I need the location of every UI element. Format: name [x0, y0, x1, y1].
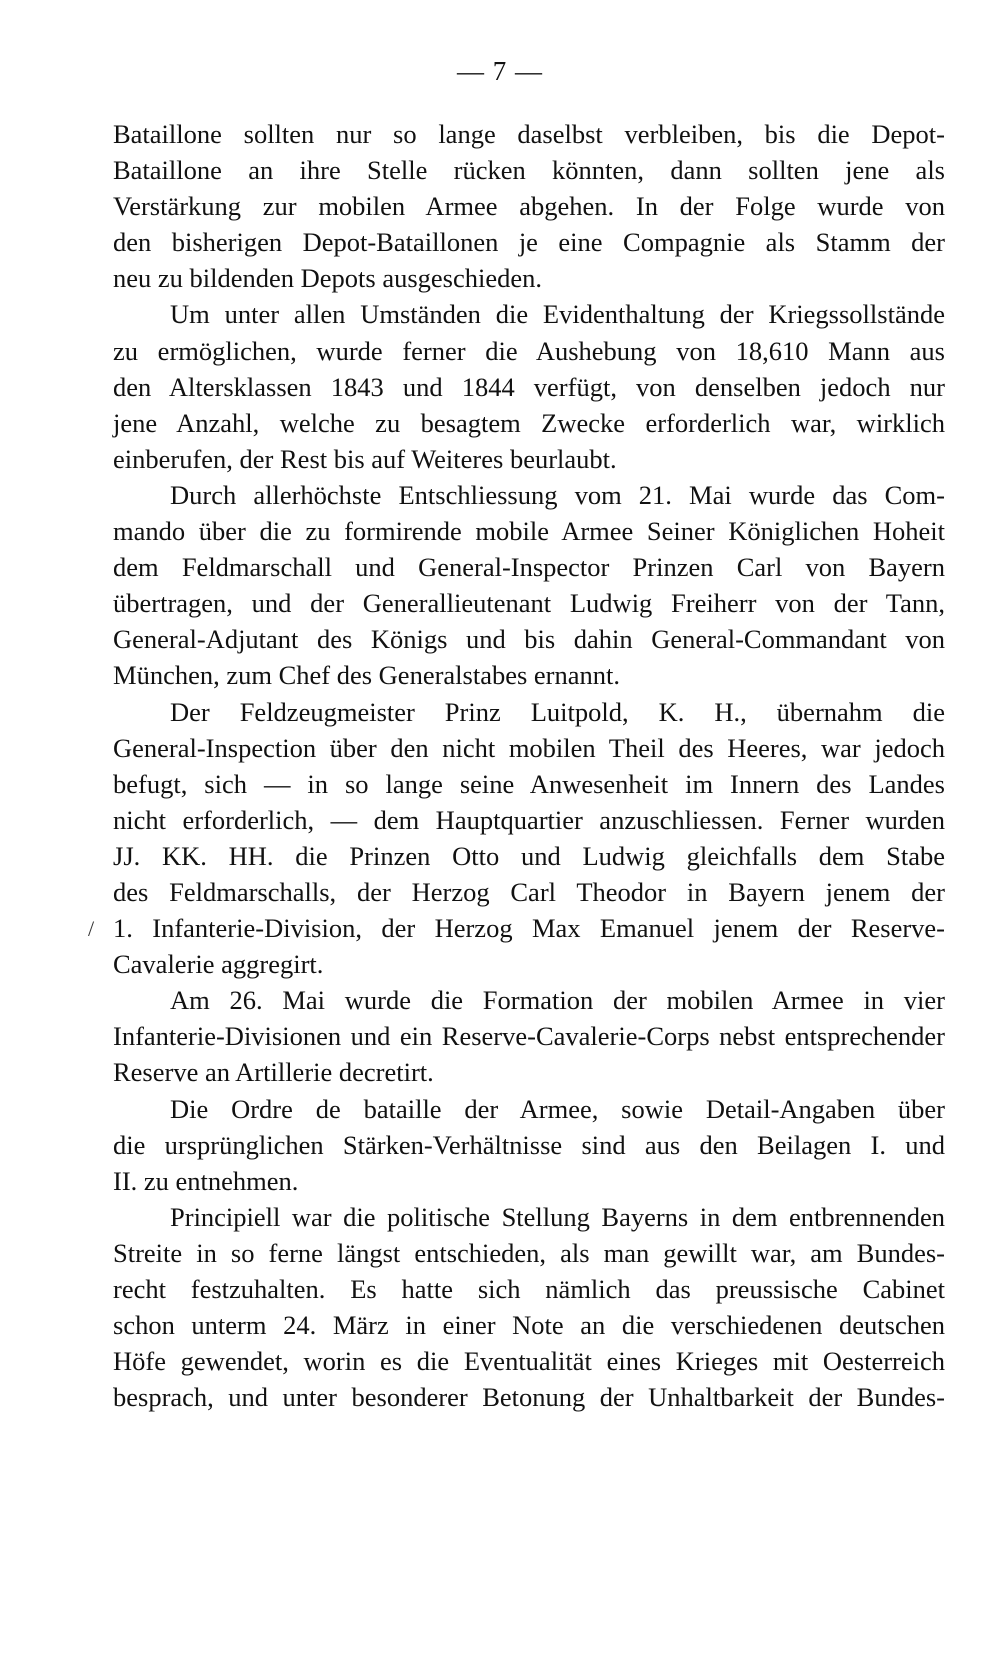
page-number: — 7 — [457, 56, 543, 86]
text-line: II. zu entnehmen. [113, 1165, 299, 1196]
text-line: des Feldmarschalls, der Herzog Carl Theodor in Bayern jenem der [113, 876, 945, 907]
text-line: übertragen, und der Generallieutenant Ludwig Freiherr von der Tann, [113, 588, 945, 619]
text-line: General-Inspection über den nicht mobilen Theil des Heeres, war jedoch [113, 732, 945, 763]
text-line: Am 26. Mai wurde die Formation der mobilen Armee in vier [170, 985, 945, 1016]
text-line: Bataillone sollten nur so lange daselbst verbleiben, bis die Depot- [113, 119, 945, 149]
text-line: Streite in so ferne längst entschieden, als man gewillt war, am Bundes- [113, 1237, 945, 1268]
text-line: den bisherigen Depot-Bataillonen je eine Compagnie als Stamm der [113, 227, 945, 258]
text-line: JJ. KK. HH. die Prinzen Otto und Ludwig gleichfalls dem Stabe [113, 840, 945, 871]
text-line: mando über die zu formirende mobile Armee Seiner Königlichen Hoheit [113, 516, 945, 547]
body-text [113, 116, 945, 1415]
text-line: den Altersklassen 1843 und 1844 verfügt, von denselben jedoch nur [113, 371, 945, 402]
text-line: Bataillone an ihre Stelle rücken könnten, dann sollten jene als [113, 155, 945, 186]
text-line: dem Feldmarschall und General-Inspector Prinzen Carl von Bayern [113, 552, 945, 583]
text-line: Der Feldzeugmeister Prinz Luitpold, K. H., übernahm die [170, 696, 945, 727]
text-line: recht festzuhalten. Es hatte sich nämlich das preussische Cabinet [113, 1274, 945, 1304]
text-line: nicht erforderlich, — dem Hauptquartier anzuschliessen. Ferner wurden [113, 804, 945, 835]
text-line: Die Ordre de bataille der Armee, sowie Detail-Angaben über [170, 1093, 945, 1124]
text-line: Reserve an Artillerie decretirt. [113, 1057, 434, 1088]
text-line: zu ermöglichen, wurde ferner die Aushebung von 18,610 Mann aus [113, 335, 945, 366]
margin-mark: / [88, 916, 95, 941]
text-line: München, zum Chef des Generalstabes ernannt. [113, 660, 621, 691]
text-line: einberufen, der Rest bis auf Weiteres beurlaubt. [113, 443, 617, 474]
text-line: Infanterie-Divisionen und ein Reserve-Cavalerie-Corps nebst entsprechender [113, 1021, 945, 1052]
text-line: Durch allerhöchste Entschliessung vom 21. Mai wurde das Com- [170, 479, 945, 510]
text-line: schon unterm 24. März in einer Note an die verschiedenen deutschen [113, 1310, 945, 1341]
text-line: jene Anzahl, welche zu besagtem Zwecke erforderlich war, wirklich [113, 407, 945, 438]
text-line: befugt, sich — in so lange seine Anwesenheit im Innern des Landes [113, 768, 945, 799]
text-line: neu zu bildenden Depots ausgeschieden. [113, 263, 543, 294]
text-line: Höfe gewendet, worin es die Eventualität eines Krieges mit Oesterreich [113, 1346, 945, 1377]
text-line: General-Adjutant des Königs und bis dahin General-Commandant von [113, 624, 945, 655]
text-line: Principiell war die politische Stellung Bayerns in dem entbrennenden [170, 1201, 945, 1232]
text-line: 1. Infanterie-Division, der Herzog Max Emanuel jenem der Reserve- [113, 913, 945, 944]
text-line: die ursprünglichen Stärken-Verhältnisse sind aus den Beilagen I. und [113, 1129, 945, 1160]
text-line: Cavalerie aggregirt. [113, 949, 324, 980]
text-line: besprach, und unter besonderer Betonung der Unhaltbarkeit der Bundes- [113, 1382, 945, 1413]
text-line: Verstärkung zur mobilen Armee abgehen. In der Folge wurde von [113, 191, 945, 222]
text-line: Um unter allen Umständen die Evidenthaltung der Kriegssollstände [170, 299, 945, 330]
